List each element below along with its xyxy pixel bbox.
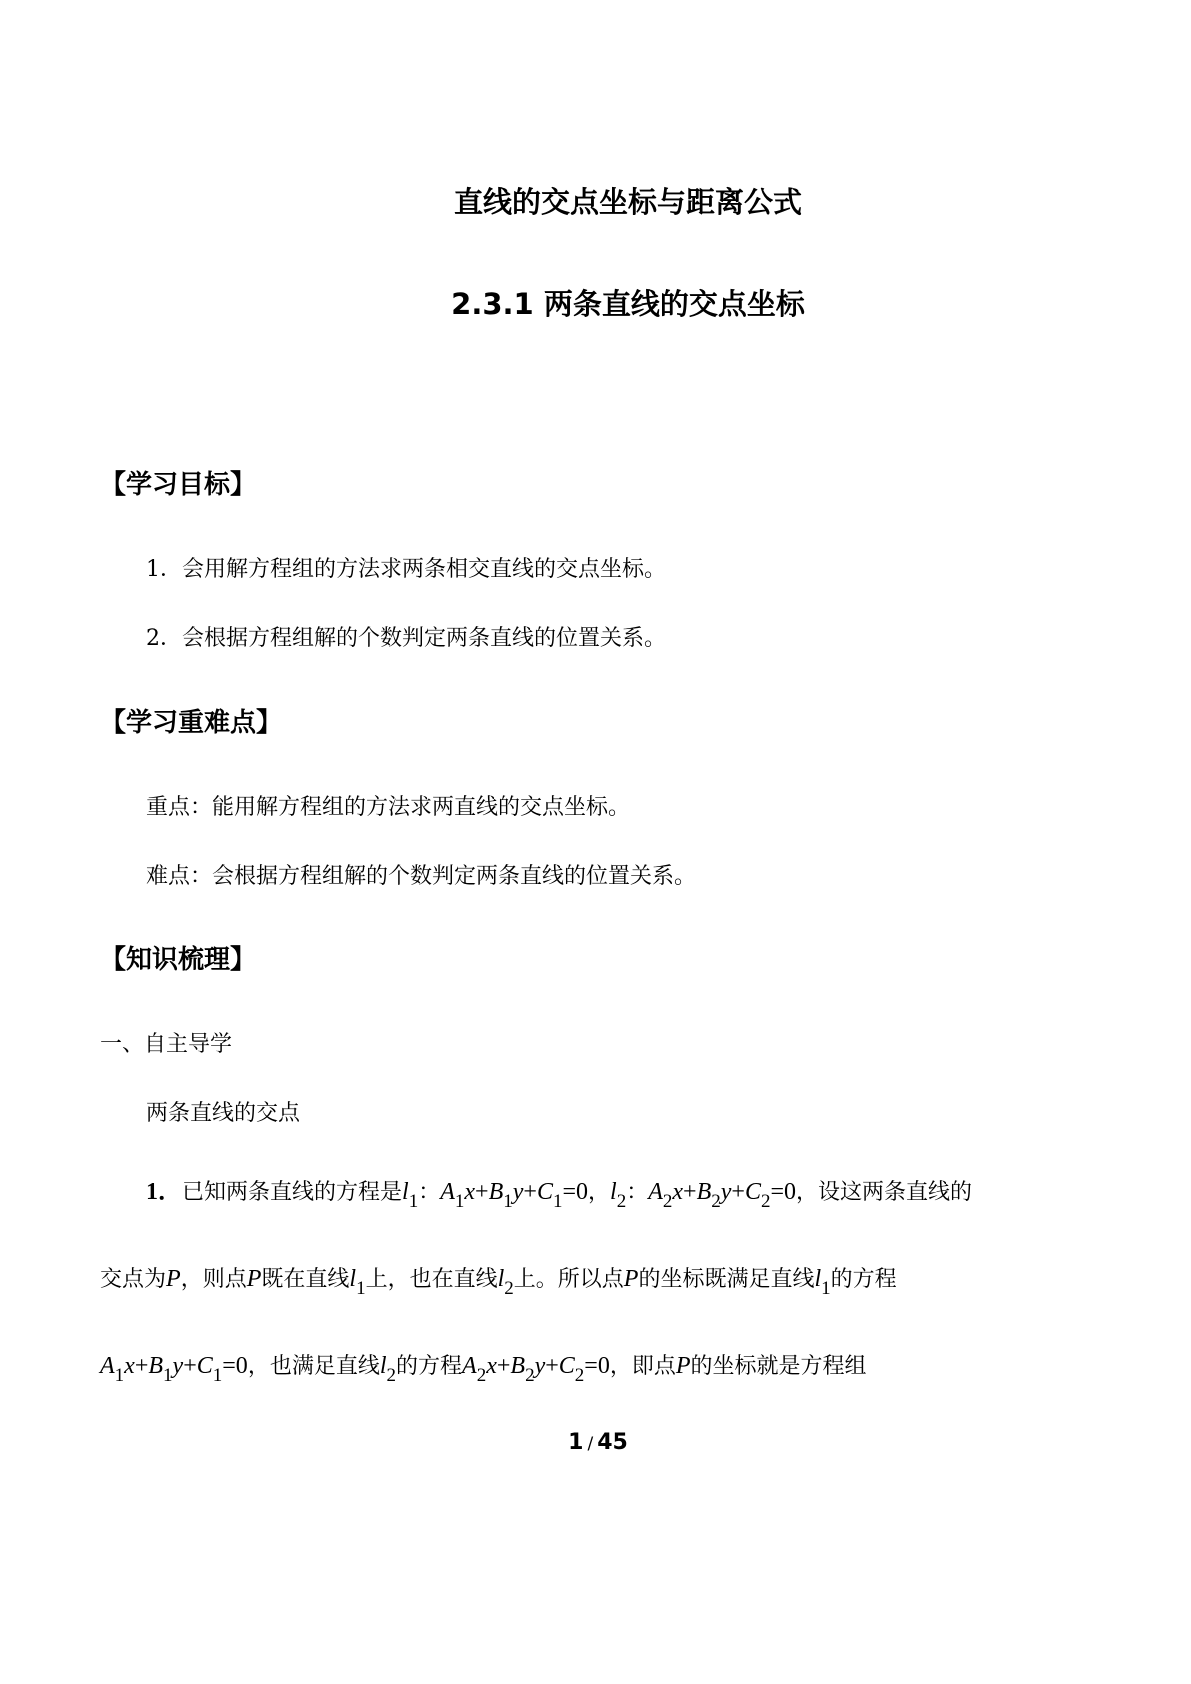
objective-item-2: 2．会根据方程组解的个数判定两条直线的位置关系。 — [146, 626, 666, 651]
section-heading-objectives: 【学习目标】 — [100, 470, 257, 500]
item-number: 1． — [146, 1179, 182, 1205]
focus-point: 重点：能用解方程组的方法求两直线的交点坐标。 — [146, 795, 631, 820]
total-pages: 45 — [597, 1430, 628, 1455]
paragraph-line-1: 1．已知两条直线的方程是$l_1$：$A_1x+B_1y+C_1=0$，$l_2$：$A_2x+B_2y+C_2=0$，设这两条直线的 — [146, 1179, 973, 1212]
part-label: 一、自主导学 — [100, 1032, 233, 1057]
paragraph-line-2: 交点为P，则点P既在直线$l_1$上，也在直线$l_2$上。所以点P的坐标既满足直线$l_1$的方程 — [100, 1266, 897, 1299]
page-number — [0, 1432, 1191, 1454]
difficulty-point: 难点：会根据方程组解的个数判定两条直线的位置关系。 — [146, 864, 697, 889]
current-page: 1 — [568, 1430, 584, 1455]
paragraph-line-3: $A_1x+B_1y+C_1=0$，也满足直线$l_2$的方程$A_2x+B_2y+C_2=0$，即点P的坐标就是方程组 — [100, 1353, 867, 1386]
page-separator: / — [587, 1434, 594, 1454]
section-heading-key-points: 【学习重难点】 — [100, 708, 283, 738]
objective-item-1: 1．会用解方程组的方法求两条相交直线的交点坐标。 — [146, 557, 666, 582]
document-subtitle: 2.3.1 两条直线的交点坐标 — [451, 287, 805, 321]
topic-label: 两条直线的交点 — [146, 1101, 301, 1126]
section-heading-knowledge: 【知识梳理】 — [100, 945, 257, 975]
document-title: 直线的交点坐标与距离公式 — [453, 185, 802, 219]
